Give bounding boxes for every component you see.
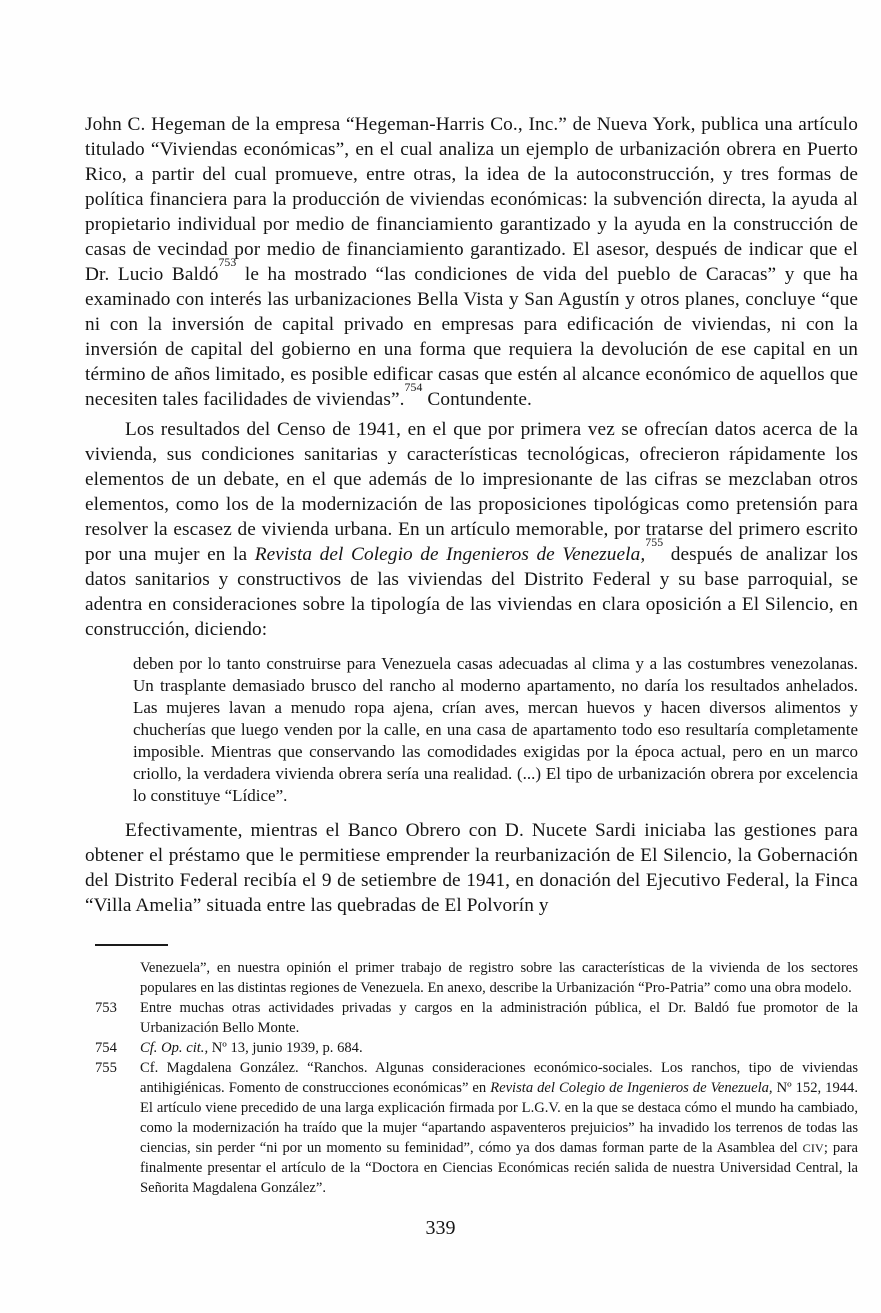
footnote-number: 754 xyxy=(95,1040,117,1056)
footnote-ref-754: 754 xyxy=(404,381,423,395)
footnote-text xyxy=(140,958,858,998)
text-run: Nº 13, junio 1939, p. 684. xyxy=(208,1040,363,1056)
main-text-column xyxy=(85,112,858,918)
page-number: 339 xyxy=(425,1217,456,1239)
block-quote xyxy=(133,653,858,807)
text-run: Venezuela”, en nuestra opinión el primer trabajo de registro sobre las características de la vivienda de los sectores populares en las distintas regiones de Venezuela. En anexo, describe la Urbanización “Pro-Patria” como una obra modelo. xyxy=(140,960,858,996)
footnote-text xyxy=(140,1038,858,1058)
text-run: Contundente. xyxy=(422,389,532,410)
footnote-number: 755 xyxy=(95,1060,117,1076)
journal-title-italic: Revista del Colegio de Ingenieros de Venezuela, xyxy=(490,1080,773,1096)
text-run: John C. Hegeman de la empresa “Hegeman-Harris Co., Inc.” de Nueva York, publica una artículo titulado “Viviendas económicas”, en el cual analiza un ejemplo de urbanización obrera en Puerto Rico, a partir del cual promueve, entre otras, la idea de la autoconstrucción, y tres formas de política financiera para la producción de viviendas económicas: la subvención directa, la ayuda al propietario individual por medio de financiamiento garantizado y la ayuda en la construcción de casas de vecindad por medio de financiamiento garantizado. El asesor, después de indicar que el Dr. Lucio Baldó xyxy=(85,114,858,285)
journal-title-italic: Revista del Colegio de Ingenieros de Venezuela, xyxy=(254,544,646,565)
footnote-755 xyxy=(85,1058,858,1198)
text-run: después de analizar los datos sanitarios y constructivos de las viviendas del Distrito Federal y su base parroquial, se adentra en consideraciones sobre la tipología de las viviendas en clara oposición a El Silencio, en construcción, diciendo: xyxy=(85,544,859,640)
citation-italic: Cf. Op. cit., xyxy=(140,1040,209,1056)
paragraph-1 xyxy=(85,112,858,412)
quote-text: deben por lo tanto construirse para Venezuela casas adecuadas al clima y a las costumbres venezolanas. Un trasplante demasiado brusco del rancho al moderno apartamento, no daría los resultados anhelados. Las mujeres lavan a menudo ropa ajena, crían aves, mercan huevos y hacen diversos alimentos y chucherías que luego venden por la calle, en una casa de apartamento todo eso resultaría completamente imposible. Mientras que conservando las comodidades exigidas por la época actual, pero en un marco criollo, la verdadera vivienda obrera sería una realidad. (...) El tipo de urbanización obrera por excelencia lo constituye “Lídice”. xyxy=(133,654,858,805)
text-run: Los resultados del Censo de 1941, en el que por primera vez se ofrecían datos acerca de la vivienda, sus condiciones sanitarias y características tecnológicas, ofrecieron rápidamente los elementos de un debate, en el que además de lo impresionante de las cifras se mezclaban otros elementos, como los de la modernización de las proposiciones tipológicas como pretensión para resolver la escasez de vivienda urbana. En un artículo memorable, por tratarse del primero escrito por una mujer en la xyxy=(85,419,858,565)
text-run: Efectivamente, mientras el Banco Obrero con D. Nucete Sardi iniciaba las gestiones para obtener el préstamo que le permitiese emprender la reurbanización de El Silencio, la Gobernación del Distrito Federal recibía el 9 de setiembre de 1941, en donación del Ejecutivo Federal, la Finca “Villa Amelia” situada entre las quebradas de El Polvorín y xyxy=(85,820,858,916)
smallcaps-acronym: CIV xyxy=(802,1141,824,1155)
footnote-number xyxy=(85,958,140,998)
paragraph-2 xyxy=(85,417,858,642)
text-run: Cf. Magdalena González. “Ranchos. Algunas consideraciones económico-sociales. Los ranchos, tipo de viviendas antihigiénicas. Fomento de construcciones económicas” en xyxy=(140,1060,858,1096)
footnote-text xyxy=(140,1058,858,1198)
text-run: le ha mostrado “las condiciones de vida del pueblo de Caracas” y que ha examinado con interés las urbanizaciones Bella Vista y San Agustín y otros planes, concluye “que ni con la inversión de capital privado en empresas para edificación de viviendas, ni con la inversión de capital del gobierno en una forma que requiera la devolución de ese capital en un término de años limitado, es posible edificar casas que estén al alcance económico de aquellos que necesiten tales facilidades de viviendas”. xyxy=(85,264,858,410)
footnote-separator-rule xyxy=(95,944,168,946)
footnote-continuation xyxy=(85,958,858,998)
footnote-number: 753 xyxy=(95,1000,117,1016)
footnote-754 xyxy=(85,1038,858,1058)
text-run: Nº 152, 1944. El artículo viene precedido de una larga explicación firmada por L.G.V. en la que se destaca cómo el mundo ha cambiado, como la modernización ha traído que la mujer “apartando aspaventeros prejuicios” ha invadido los terrenos de todas las ciencias, sin perder “ni por un momento su feminidad”, cómo ya dos damas forman parte de la Asamblea del xyxy=(140,1080,858,1156)
footnote-753 xyxy=(85,998,858,1038)
footnote-text xyxy=(140,998,858,1038)
footnote-ref-753: 753 xyxy=(218,256,237,270)
text-run: Entre muchas otras actividades privadas y cargos en la administración pública, el Dr. Baldó fue promotor de la Urbanización Bello Monte. xyxy=(140,1000,858,1036)
footnotes-section xyxy=(85,944,858,1198)
footnote-ref-755: 755 xyxy=(645,536,664,550)
text-run: ; para finalmente presentar el artículo de la “Doctora en Ciencias Económicas recién salida de nuestra Universidad Central, la Señorita Magdalena González”. xyxy=(140,1140,858,1196)
paragraph-3 xyxy=(85,818,858,918)
